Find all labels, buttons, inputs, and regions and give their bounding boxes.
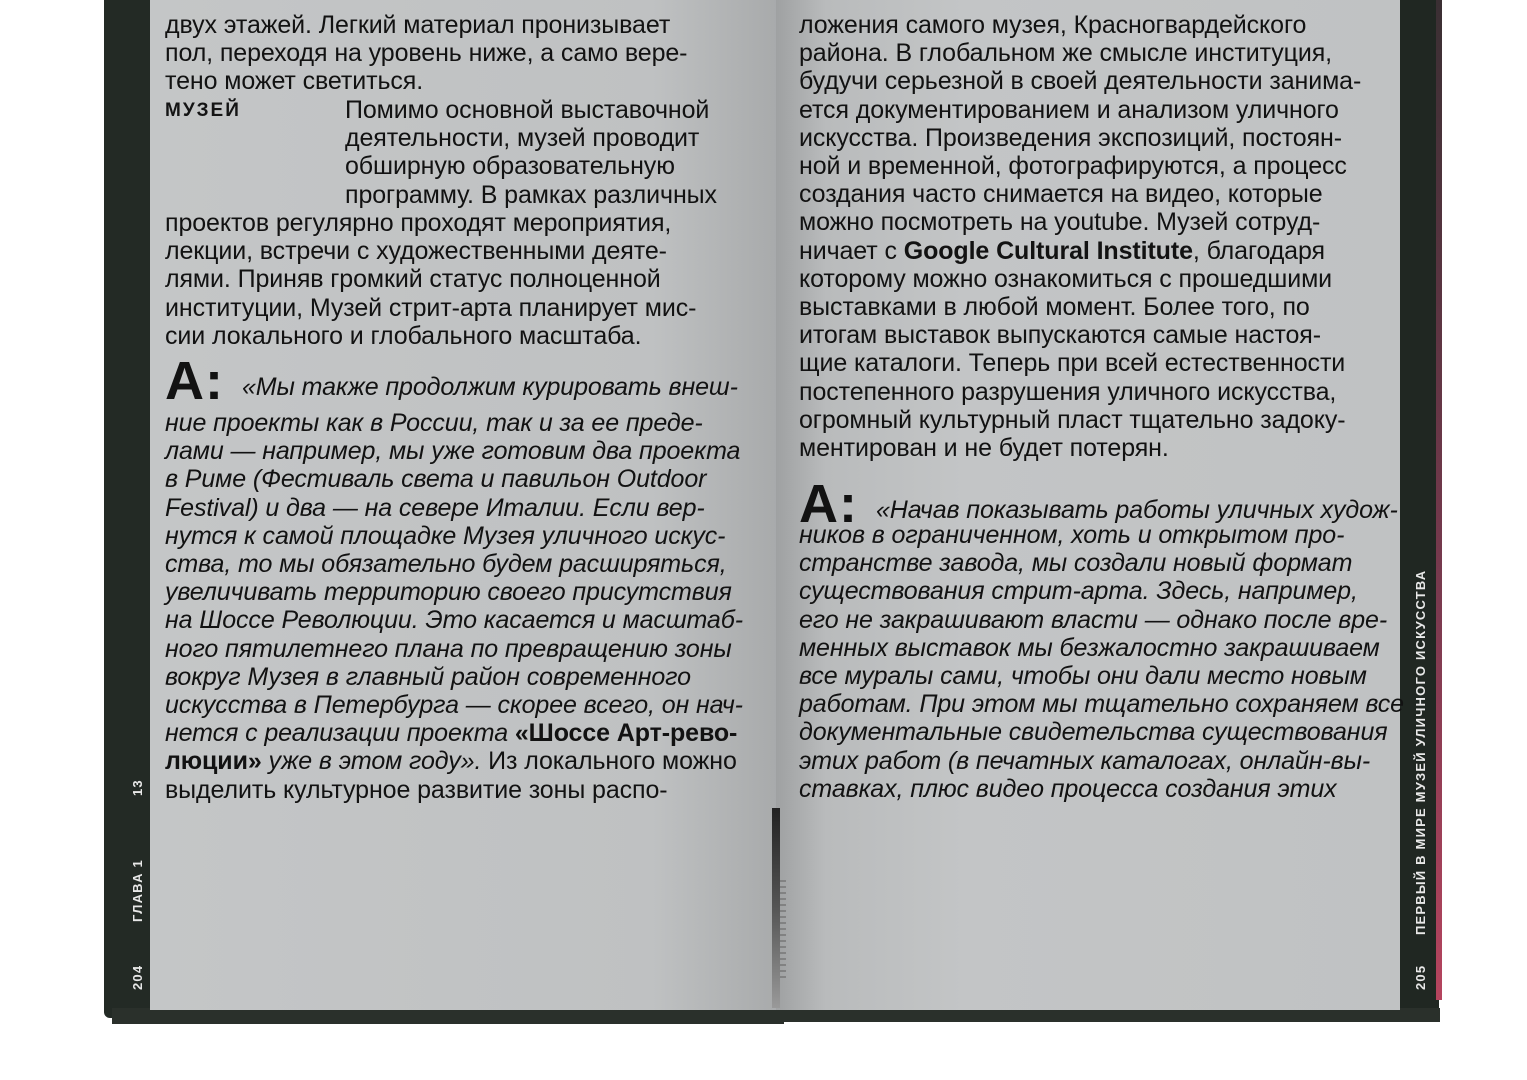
text-line: менных выставок мы безжалостно закрашиваем bbox=[799, 633, 1380, 662]
side-number: 13 bbox=[130, 779, 145, 796]
text-line: сии локального и глобального масштаба. bbox=[165, 321, 642, 350]
running-head: ПЕРВЫЙ В МИРЕ МУЗЕЙ УЛИЧНОГО ИСКУССТВА bbox=[1413, 569, 1428, 935]
text-line: можно посмотреть на youtube. Музей сотруд- bbox=[799, 208, 1321, 237]
text-span: Из локального можно bbox=[481, 747, 737, 776]
text-line: выставками в любой момент. Более того, по bbox=[799, 293, 1310, 322]
text-line: институции, Музей стрит-арта планирует мис- bbox=[165, 293, 697, 322]
text-line: странстве завода, мы создали новый формат bbox=[799, 549, 1353, 578]
text-line: ставках, плюс видео процесса создания этих bbox=[799, 774, 1337, 803]
right-top-paragraph bbox=[799, 11, 1361, 462]
text-line: лями. Приняв громкий статус полноценной bbox=[165, 265, 661, 294]
text-line: тено может светиться. bbox=[165, 67, 424, 96]
right-quote-lines bbox=[799, 521, 1404, 803]
text-line: в Риме (Фестиваль света и павильон Outdoor bbox=[165, 465, 707, 494]
left-page-edge bbox=[104, 0, 154, 1018]
bold-title: люции» bbox=[165, 747, 262, 776]
text-line: все муралы сами, чтобы они дали место новым bbox=[799, 662, 1367, 691]
text-line: огромный культурный пласт тщательно задоку- bbox=[799, 405, 1346, 434]
right-bottom-edge bbox=[780, 1008, 1440, 1022]
chapter-label: ГЛАВА 1 bbox=[130, 859, 145, 922]
text-line: Festival) и два — на севере Италии. Если вер- bbox=[165, 493, 705, 522]
text-line: ментирован и не будет потерян. bbox=[799, 434, 1169, 463]
text-line: этих работ (в печатных каталогах, онлайн-вы- bbox=[799, 746, 1371, 775]
text-line bbox=[165, 719, 743, 747]
text-line: создания часто снимается на видео, которые bbox=[799, 180, 1323, 209]
text-line: вокруг Музея в главный район современного bbox=[165, 662, 691, 691]
text-line: «Начав показывать работы уличных худож- bbox=[875, 496, 1398, 524]
text-line: ного пятилетнего плана по превращению зоны bbox=[165, 634, 732, 663]
text-line: ется документированием и анализом уличного bbox=[799, 95, 1339, 124]
text-span: нется с реализации проекта bbox=[165, 719, 515, 748]
text-line: ства, то мы обязательно будем расширяться, bbox=[165, 550, 727, 579]
text-line: искусства в Петербурга — скорее всего, он нач- bbox=[165, 691, 743, 720]
right-page-number: 205 bbox=[1413, 964, 1428, 990]
text-line: пол, переходя на уровень ниже, а само вере- bbox=[165, 39, 688, 68]
text-line: которому можно ознакомиться с прошедшими bbox=[799, 264, 1333, 293]
answer-marker: А: bbox=[165, 351, 224, 411]
section-label: МУЗЕЙ bbox=[165, 100, 241, 121]
right-quote-block bbox=[799, 474, 1398, 534]
text-span: ничает с bbox=[799, 236, 904, 265]
text-line: «Мы также продолжим курировать внеш- bbox=[241, 373, 738, 401]
gutter-strip bbox=[772, 808, 780, 1008]
left-top-paragraph bbox=[165, 11, 687, 96]
text-line: двух этажей. Легкий материал пронизывает bbox=[165, 11, 671, 39]
gutter-marks bbox=[780, 880, 786, 980]
text-line: программу. В рамках различных bbox=[345, 180, 717, 209]
text-line: на Шоссе Революции. Это касается и масштаб- bbox=[165, 606, 743, 635]
answer-marker: А: bbox=[799, 474, 858, 534]
left-section-paragraph bbox=[345, 96, 717, 209]
text-line: лами — например, мы уже готовим два проекта bbox=[165, 437, 741, 466]
text-line: лекции, встречи с художественными деяте- bbox=[165, 237, 667, 266]
text-line: работам. При этом мы тщательно сохраняем все bbox=[799, 690, 1404, 719]
text-line: искусства. Произведения экспозиций, постоян- bbox=[799, 123, 1342, 152]
text-line: существования стрит-арта. Здесь, например, bbox=[799, 577, 1358, 606]
bold-title: «Шоссе Арт-рево- bbox=[514, 719, 738, 748]
left-page-number: 204 bbox=[130, 964, 145, 990]
text-line: постепенного разрушения уличного искусства, bbox=[799, 377, 1337, 406]
text-line: района. В глобальном же смысле институция, bbox=[799, 39, 1332, 68]
left-quote-lines bbox=[165, 409, 743, 804]
text-line: щие каталоги. Теперь при всей естественности bbox=[799, 349, 1346, 378]
text-line: ников в ограниченном, хоть и открытом про- bbox=[799, 521, 1345, 549]
text-line: документальные свидетельства существования bbox=[799, 718, 1388, 747]
text-span: , благодаря bbox=[1192, 236, 1325, 265]
quote-first-line bbox=[165, 351, 738, 411]
text-line: нутся к самой площадке Музея уличного искус- bbox=[165, 521, 726, 550]
bold-title: Google Cultural Institute bbox=[903, 236, 1193, 265]
left-bottom-edge bbox=[112, 1008, 784, 1024]
cover-sliver bbox=[1436, 0, 1442, 1000]
text-line: увеличивать территорию своего присутствия bbox=[165, 578, 732, 607]
text-line: обширную образовательную bbox=[345, 152, 675, 181]
text-line bbox=[165, 747, 743, 775]
left-mid-paragraph bbox=[165, 209, 696, 350]
left-quote-block bbox=[165, 351, 738, 411]
text-line: деятельности, музей проводит bbox=[345, 124, 700, 153]
text-line bbox=[799, 237, 1361, 265]
text-line: его не закрашивают власти — однако после вре- bbox=[799, 605, 1388, 634]
text-line: выделить культурное развитие зоны распо- bbox=[165, 775, 668, 804]
text-line: ной и временной, фотографируются, а процесс bbox=[799, 152, 1347, 181]
text-span: уже в этом году». bbox=[261, 747, 482, 776]
text-line: проектов регулярно проходят мероприятия, bbox=[165, 209, 672, 237]
text-line: ние проекты как в России, так и за ее преде- bbox=[165, 409, 703, 437]
text-line: будучи серьезной в своей деятельности занима- bbox=[799, 67, 1362, 96]
text-line: ложения самого музея, Красногвардейского bbox=[799, 11, 1307, 39]
text-line: итогам выставок выпускаются самые настоя- bbox=[799, 321, 1321, 350]
text-line: Помимо основной выставочной bbox=[345, 96, 710, 124]
quote-first-line bbox=[799, 474, 1398, 534]
